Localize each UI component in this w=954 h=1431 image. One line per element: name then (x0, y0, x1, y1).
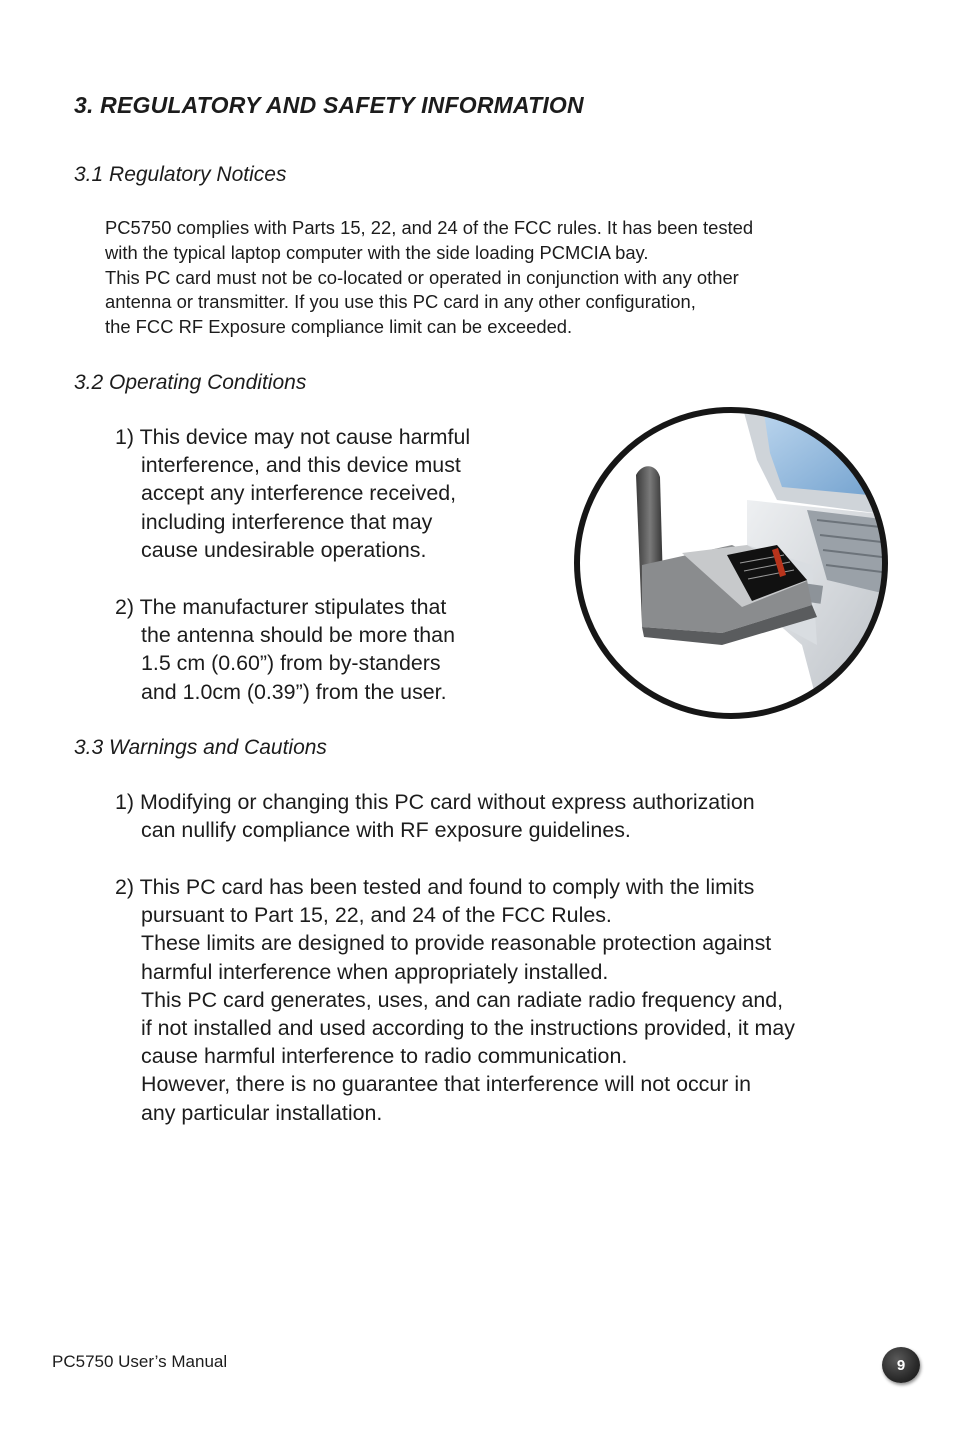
pc-card-photo (572, 405, 890, 721)
item-line: 1.5 cm (0.60”) from by-standers (141, 651, 441, 676)
item-line: interference, and this device must (141, 453, 461, 478)
item-line: This PC card generates, uses, and can radiate radio frequency and, (141, 987, 784, 1012)
item-line: including interference that may (141, 509, 433, 534)
operating-condition-2 (115, 593, 455, 706)
item-line: cause undesirable operations. (141, 537, 427, 562)
notice-line: PC5750 complies with Parts 15, 22, and 24 of the FCC rules. It has been tested (105, 217, 754, 238)
item-line: pursuant to Part 15, 22, and 24 of the FCC Rules. (141, 903, 612, 928)
section-title: 3. REGULATORY AND SAFETY INFORMATION (74, 92, 584, 118)
notice-line: the FCC RF Exposure compliance limit can be exceeded. (105, 316, 573, 338)
item-line: cause harmful interference to radio communication. (141, 1044, 628, 1069)
notice-line: This PC card must not be co-located or operated in conjunction with any other (105, 266, 739, 288)
operating-condition-1 (115, 423, 470, 564)
item-line: However, there is no guarantee that interference will not occur in (141, 1072, 751, 1097)
page-number: 9 (896, 1356, 906, 1374)
item-line: and 1.0cm (0.39”) from the user. (141, 679, 447, 704)
warnings-heading: 3.3 Warnings and Cautions (74, 736, 327, 759)
item-first-line: 1) This device may not cause harmful (115, 425, 471, 449)
notice-line: antenna or transmitter. If you use this PC card in any other configuration, (105, 291, 696, 313)
item-first-line: 2) The manufacturer stipulates that (115, 595, 447, 619)
footer-manual-title: PC5750 User’s Manual (52, 1352, 228, 1371)
page-number-badge (882, 1347, 920, 1383)
item-line: any particular installation. (141, 1100, 383, 1125)
item-line: can nullify compliance with RF exposure guidelines. (141, 818, 631, 843)
item-line: accept any interference received, (141, 481, 457, 506)
item-first-line: 2) This PC card has been tested and found to comply with the limits (115, 875, 755, 899)
operating-conditions-heading: 3.2 Operating Conditions (74, 371, 307, 394)
warning-2 (115, 873, 795, 1127)
item-line: the antenna should be more than (141, 623, 455, 648)
regulatory-notices-heading: 3.1 Regulatory Notices (74, 163, 287, 186)
item-line: harmful interference when appropriately installed. (141, 959, 609, 984)
regulatory-notices-body (105, 216, 753, 340)
item-line: if not installed and used according to the instructions provided, it may (141, 1016, 795, 1041)
warning-1 (115, 788, 755, 844)
item-line: These limits are designed to provide reasonable protection against (141, 931, 772, 956)
notice-line: with the typical laptop computer with the side loading PCMCIA bay. (105, 241, 649, 263)
item-first-line: 1) Modifying or changing this PC card without express authorization (115, 790, 755, 814)
pc-card-illustration (572, 405, 890, 721)
